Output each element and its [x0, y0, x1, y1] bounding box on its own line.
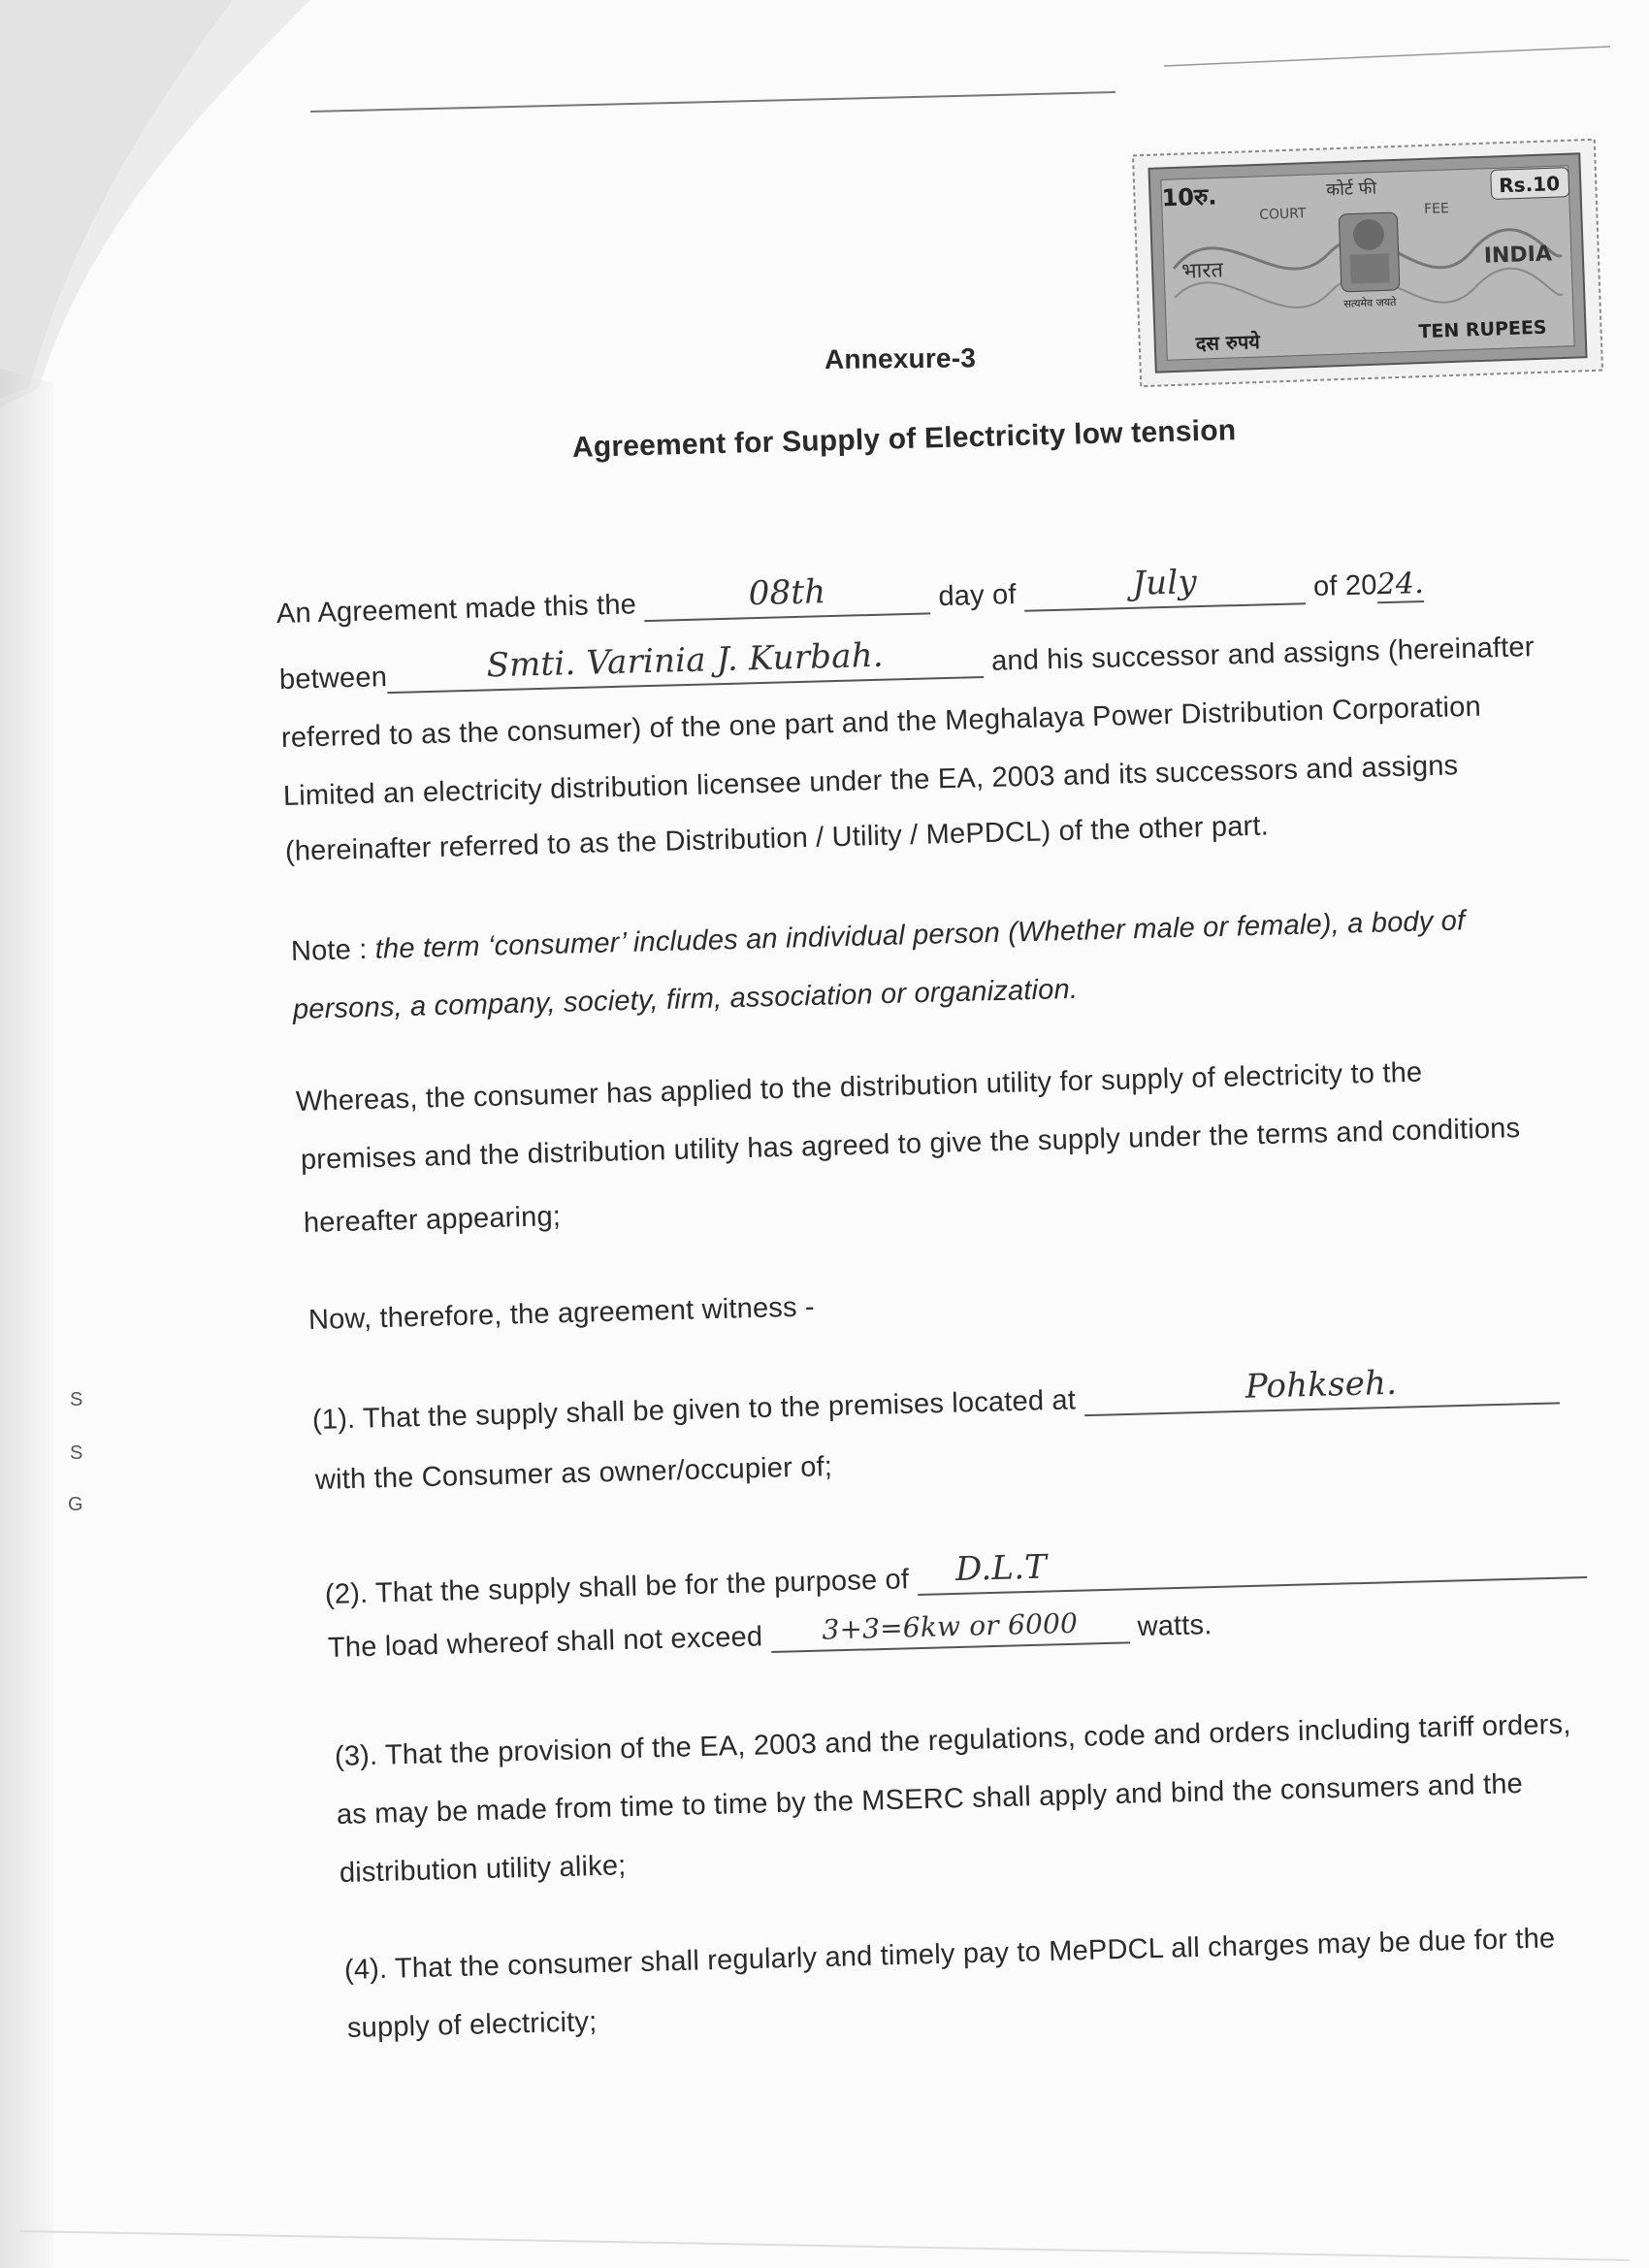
clause-2-text: (2). That the supply shall be for the purpose of	[324, 1564, 910, 1610]
clause-3-line-1: (3). That the provision of the EA, 2003 and the regulations, code and orders including tariff orders,	[334, 1708, 1571, 1772]
load-field	[770, 1608, 1130, 1653]
note-line-2: persons, a company, society, firm, association or organization.	[292, 973, 1079, 1025]
day-field	[644, 572, 931, 622]
clause-3-line-3: distribution utility alike;	[339, 1850, 627, 1889]
note-label: Note :	[290, 933, 368, 967]
between-label: between	[278, 662, 388, 696]
clause-4-line-1: (4). That the consumer shall regularly and timely pay to MePDCL all charges may be due for the	[343, 1923, 1556, 1986]
whereas-line-1: Whereas, the consumer has applied to the distribution utility for supply of electricity to the	[295, 1056, 1423, 1118]
consumer-name-field	[387, 635, 985, 694]
intro-line-2	[279, 629, 1536, 697]
intro-line-3: referred to as the consumer) of the one part and the Meghalaya Power Distribution Corporation	[280, 691, 1482, 754]
agreement-made-label: An Agreement made this the	[275, 589, 637, 630]
agreement-title: Agreement for Supply of Electricity low tension	[571, 414, 1237, 464]
load-value: 3+3=6kw or 6000	[822, 1606, 1079, 1646]
load-suffix: watts.	[1137, 1609, 1212, 1643]
margin-letter-3: G	[68, 1494, 83, 1515]
clause-1-text: (1). That the supply shall be given to the premises located at	[311, 1384, 1077, 1436]
month-value: July	[1131, 563, 1198, 603]
margin-letter-1: S	[70, 1389, 83, 1410]
margin-letter-2: S	[70, 1442, 83, 1464]
purpose-field	[917, 1543, 1587, 1596]
month-field	[1023, 563, 1306, 612]
stamp-country-hindi: भारत	[1180, 258, 1224, 284]
year-prefix: of 20	[1312, 569, 1377, 603]
whereas-line-3: hereafter appearing;	[303, 1201, 562, 1239]
intro-line-4: Limited an electricity distribution licensee under the EA, 2003 and its successors and assigns	[282, 750, 1459, 812]
now-therefore-line: Now, therefore, the agreement witness -	[307, 1291, 816, 1336]
stamp-motto: सत्यमेव जयते	[1343, 296, 1397, 310]
successor-text: and his successor and assigns (hereinafter	[990, 632, 1536, 677]
clause-2-line-1	[325, 1543, 1587, 1611]
note-text-1: the term ‘consumer’ includes an individual person (Whether male or female), a body of	[374, 905, 1466, 965]
intro-line-1	[275, 563, 1425, 632]
premises-value: Pohkseh.	[1245, 1363, 1398, 1407]
day-value: 08th	[748, 572, 826, 614]
note-line-1	[291, 905, 1466, 968]
clause-1-line-1	[311, 1363, 1560, 1437]
stamp-fee-label: FEE	[1423, 201, 1450, 217]
stamp-value-hindi: 10रु.	[1161, 182, 1217, 212]
consumer-name-value: Smti. Varinia J. Kurbah.	[486, 635, 885, 686]
whereas-line-2: premises and the distribution utility has agreed to give the supply under the terms and conditions	[300, 1113, 1521, 1176]
annexure-heading: Annexure-3	[824, 342, 977, 374]
clause-3-line-2: as may be made from time to time by the MSERC shall apply and bind the consumers and the	[336, 1767, 1524, 1831]
stamp-country-english: INDIA	[1483, 242, 1553, 269]
day-of-label: day of	[938, 579, 1018, 613]
stamp-top-label: कोर्ट फी	[1325, 178, 1377, 201]
premises-field	[1083, 1363, 1560, 1416]
stamp-value-english: Rs.10	[1498, 172, 1561, 198]
stamp-words-hindi: दस रुपये	[1195, 329, 1261, 356]
year-suffix: 24.	[1376, 567, 1425, 602]
purpose-value: D.L.T	[954, 1547, 1048, 1589]
stamp-court-label: COURT	[1258, 206, 1307, 223]
stamp-words-english: TEN RUPEES	[1418, 316, 1547, 343]
intro-line-5: (hereinafter referred to as the Distribution / Utility / MePDCL) of the other part.	[284, 810, 1270, 867]
load-prefix: The load whereof shall not exceed	[327, 1621, 763, 1664]
clause-2-line-2	[328, 1606, 1212, 1665]
clause-1-line-2: with the Consumer as owner/occupier of;	[314, 1451, 833, 1496]
clause-4-line-2: supply of electricity;	[346, 2006, 598, 2044]
